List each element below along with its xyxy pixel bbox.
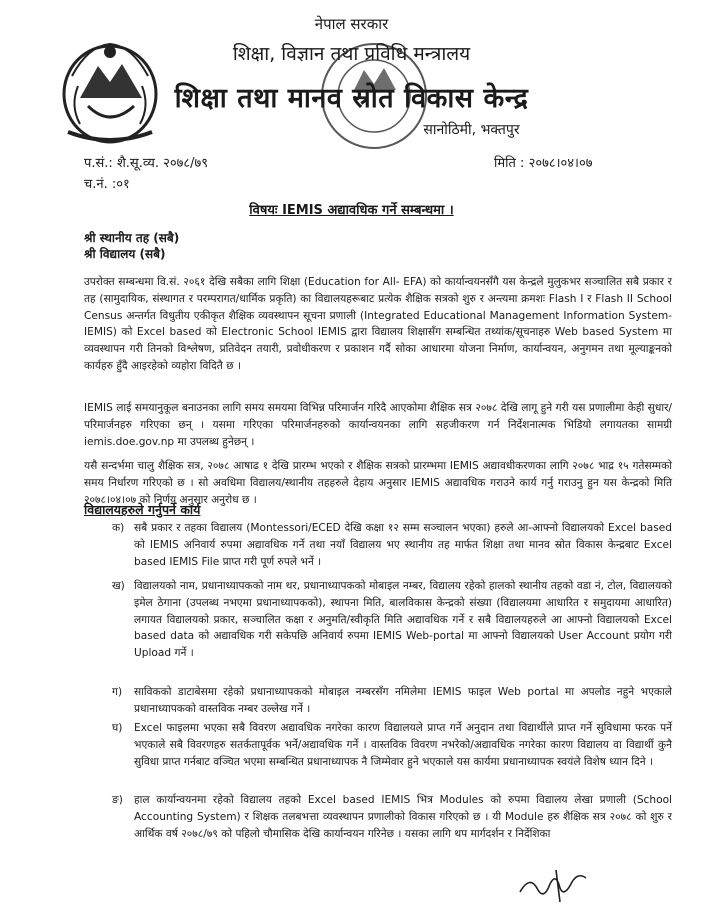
task-label: ङ)	[112, 794, 123, 806]
task-label: ग)	[112, 686, 123, 698]
tasks-heading: विद्यालयहरुले गर्नुपर्ने कार्य	[84, 502, 201, 517]
paragraph-background: उपरोक्त सम्बन्धमा वि.सं. २०६१ देखि सबैका लागि शिक्षा (Education for All- EFA) को कार्यान्वयनसँगै यस केन्द्रले मुलुकभर सञ्चालित सबै प्रकार र तह (सामुदायिक, संस्थागत र परम्परागत/धार्मिक प्रकृति) का विद्यालयहरूबाट प्रत्येक शैक्षिक सत्रको शुरु र अन्त्यमा क्रमशः Flash I र Flash II School Census अन्तर्गत विधुतीय एकीकृत शैक्षिक व्यवस्थापन सूचना प्रणाली (Integrated Educational Management Information System-IEMIS) को Excel based को Electronic School IEMIS द्वारा विद्यालय शिक्षासँग सम्बन्धित तथ्यांक/सूचनाहरु Web based System मा व्यवस्थापन गरी तिनको विश्लेषण, प्रतिवेदन तयारी, प्रवोधीकरण र प्रकाशन गर्दै सोका आधारमा योजना निर्माण, कार्यान्वयन, अनुगमन तथा मूल्याङ्कनको कार्यहरु हुँदै आइरहेको व्यहोरा विदितै छ ।	[84, 276, 672, 372]
recipient-school: श्री विद्यालय (सबै)	[84, 247, 166, 261]
signature-icon	[516, 864, 596, 904]
task-item	[84, 520, 672, 570]
paragraph-deadline: यसै सन्दर्भमा चालु शैक्षिक सत्र, २०७८ आषाढ १ देखि प्रारम्भ भएको र शैक्षिक सत्रको प्रारम्भमा IEMIS अद्यावधीकरणका लागि २०७८ भाद्र १५ गतेसम्मको समय निर्धारण गरिएको छ । सो अवधिमा विद्यालय/स्थानीय तहहरुले देहाय अनुसार IEMIS अद्यावधिक गराउने कार्य गर्नु गराउनु हुन यस केन्द्रको मिति २०७८।०४।०७ को निर्णय अनुसार अनुरोध छ ।	[84, 460, 672, 506]
task-text: विद्यालयको नाम, प्रधानाध्यापकको नाम थर, प्रधानाध्यापकको मोबाइल नम्बर, विद्यालय रहेको हालको स्थानीय तहको वडा नं, टोल, विद्यालयको इमेल ठेगाना (उपलब्ध नभएमा प्रधानाध्यापकको), स्थापना मिति, बालविकास केन्द्रको संख्या (विद्यालयमा आधारित र समुदायमा आधारित) लगायत विद्यालयको प्रकार, सञ्चालित कक्षा र अनुमति/स्वीकृति मिति अद्यावधिक गर्ने र सबै विद्यालयहरुले आ आफ्नो विद्यालयको Excel based data को अद्यावधिक गरी सकेपछि अनिवार्य रुपमा IEMIS Web-portal मा आफ्नो विद्यालयको User Account प्रयोग गरी Upload गर्ने ।	[134, 580, 672, 660]
task-item	[84, 720, 672, 770]
task-label: घ)	[112, 722, 123, 734]
task-text: साविकको डाटाबेसमा रहेको प्रधानाध्यापकको मोबाइल नम्बरसँग नमिलेमा IEMIS फाइल Web portal मा अपलोड नहुने भएकाले प्रधानाध्यापकको वास्तविक नम्बर उल्लेख गर्ने ।	[134, 686, 672, 715]
ministry-name: शिक्षा, विज्ञान तथा प्रविधि मन्त्रालय	[232, 43, 471, 65]
patra-sankhya: प.सं.: शै.सू.व्य. २०७८/७९	[84, 156, 209, 171]
office-address: सानोठिमी, भक्तपुर	[423, 122, 520, 138]
government-name: नेपाल सरकार	[314, 15, 389, 33]
task-item	[84, 792, 672, 842]
task-text: सबै प्रकार र तहका विद्यालय (Montessori/ECED देखि कक्षा १२ सम्म सञ्चालन भएका) हरुले आ-आफ्नो विद्यालयको Excel based को IEMIS अनिवार्य रुपमा अद्यावधिक गर्ने तथा नयाँ विद्यालय भए स्थानीय तह मार्फत शिक्षा तथा मानव स्रोत विकास केन्द्रबाट Excel based IEMIS File प्राप्त गरी पूर्ण रुपले भर्ने ।	[134, 522, 672, 568]
task-item	[84, 578, 672, 662]
subject-text: विषयः IEMIS अद्यावधिक गर्ने सम्बन्धमा ।	[249, 203, 454, 218]
paragraph-revision: IEMIS लाई समयानुकूल बनाउनका लागि समय समयमा विभिन्न परिमार्जन गरिदै आएकोमा शैक्षिक सत्र २०७८ देखि लागू हुने गरी यस प्रणालीमा केही सुधार/परिमार्जनहरु गरिएका छन् । यसमा गरिएका परिमार्जनहरुको कार्यान्वयनका लागि सहजीकरण गर्न निर्देशनात्मक भिडियो लगायतका सामग्री iemis.doe.gov.np मा उपलब्ध हुनेछन् ।	[84, 402, 672, 448]
chalani-number: च.नं. :०१	[84, 177, 130, 192]
subject-line	[0, 200, 703, 218]
task-label: ख)	[112, 580, 125, 592]
task-item	[84, 684, 672, 718]
task-text: Excel फाइलमा भएका सबै विवरण अद्यावधिक नगरेका कारण विद्यालयले प्राप्त गर्ने अनुदान तथा विद्यार्थीले प्राप्त गर्ने सुविधामा फरक पर्ने भएकाले सबै विवरणहरु सतर्कतापूर्वक भर्ने/अद्यावधिक गर्ने । वास्तविक विवरण नभरेको/अद्यावधिक नगरेका कारण विद्यालय वा विद्यार्थी कुनै सुविधा प्राप्त गर्नबाट वञ्चित भएमा सम्बन्धित प्रधानाध्यापक नै जिम्मेवार हुने भएकाले यस कार्यमा प्रधानाध्यापक स्वयंले विशेष ध्यान दिने ।	[134, 722, 673, 768]
task-text: हाल कार्यान्वयनमा रहेको विद्यालय तहको Excel based IEMIS भित्र Modules को रुपमा विद्यालय लेखा प्रणाली (School Accounting System) र शिक्षक तलबभत्ता व्यवस्थापन प्रणालीको विकास गरिएको छ । यी Module हरु शैक्षिक सत्र २०७८ को शुरु र आर्थिक वर्ष २०७८/७९ को पहिलो चौमासिक देखि कार्यान्वयन गरिनेछ । यसका लागि थप मार्गदर्शन र निर्देशिका	[134, 794, 672, 840]
center-name: शिक्षा तथा मानव स्रोत विकास केन्द्र	[174, 83, 529, 114]
letter-date: मिति : २०७८।०४।०७	[494, 156, 593, 171]
task-label: क)	[112, 522, 125, 534]
recipient-local-level: श्री स्थानीय तह (सबै)	[84, 231, 180, 245]
